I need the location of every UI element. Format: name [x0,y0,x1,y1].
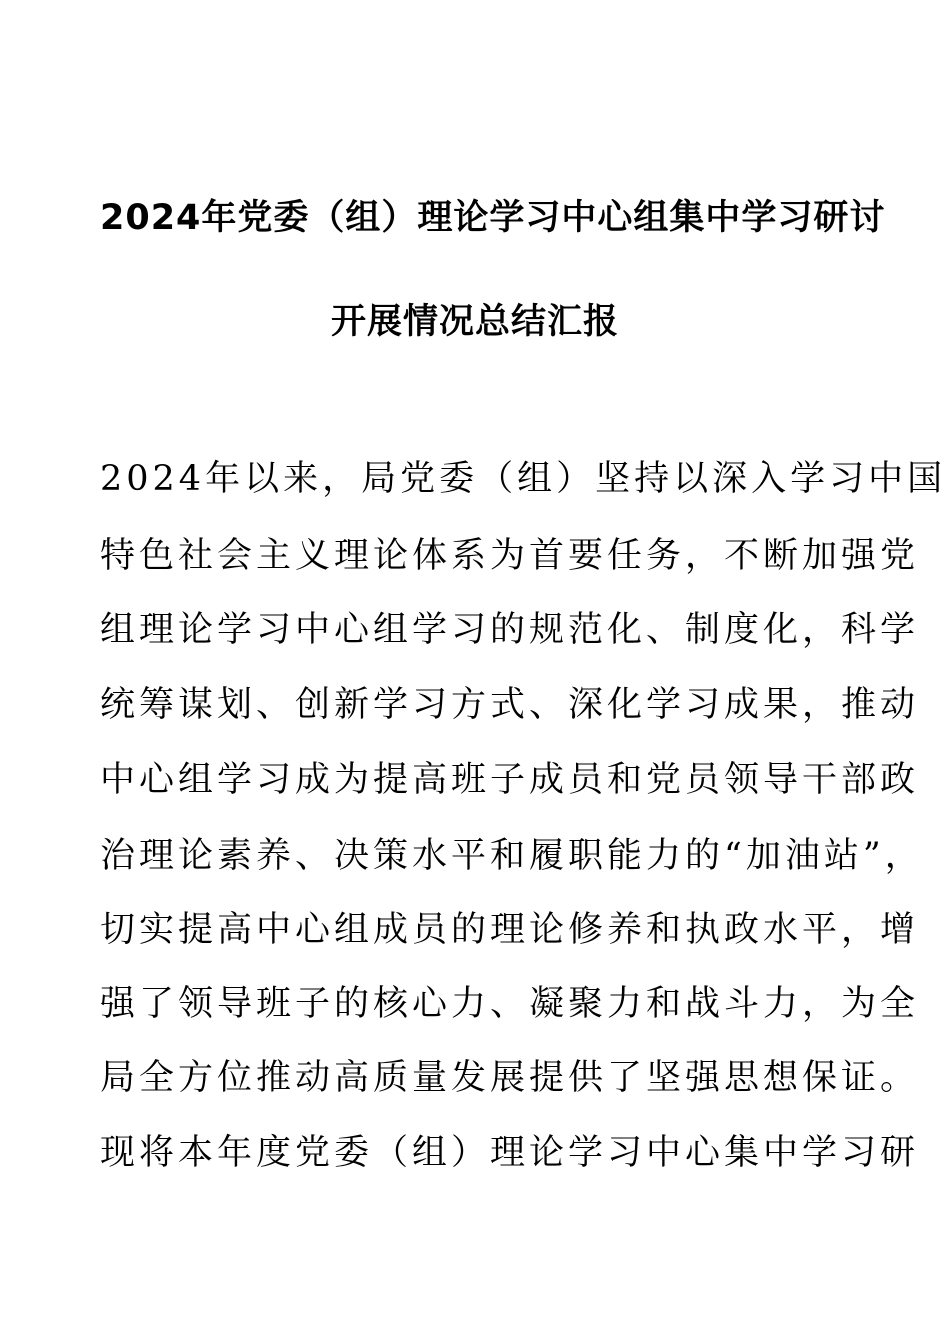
body-line-8: 强了领导班子的核心力、凝聚力和战斗力，为全 [100,984,920,1024]
body-line-5: 中心组学习成为提高班子成员和党员领导干部政 [100,760,920,800]
body-line-10: 现将本年度党委（组）理论学习中心集中学习研 [100,1133,920,1173]
body-line-6: 治理论素养、决策水平和履职能力的“加油站”， [100,836,924,876]
body-line-7: 切实提高中心组成员的理论修养和执政水平，增 [100,910,920,950]
body-line-9: 局全方位推动高质量发展提供了坚强思想保证。 [100,1058,920,1098]
body-line-1: 2024年以来，局党委（组）坚持以深入学习中国 [100,459,947,499]
title-line-2: 开展情况总结汇报 [330,302,619,342]
title-line-1: 2024年党委（组）理论学习中心组集中学习研讨 [100,198,886,238]
body-line-4: 统筹谋划、创新学习方式、深化学习成果，推动 [100,685,920,725]
body-line-2: 特色社会主义理论体系为首要任务，不断加强党 [100,536,920,576]
body-line-3: 组理论学习中心组学习的规范化、制度化，科学 [100,610,920,650]
